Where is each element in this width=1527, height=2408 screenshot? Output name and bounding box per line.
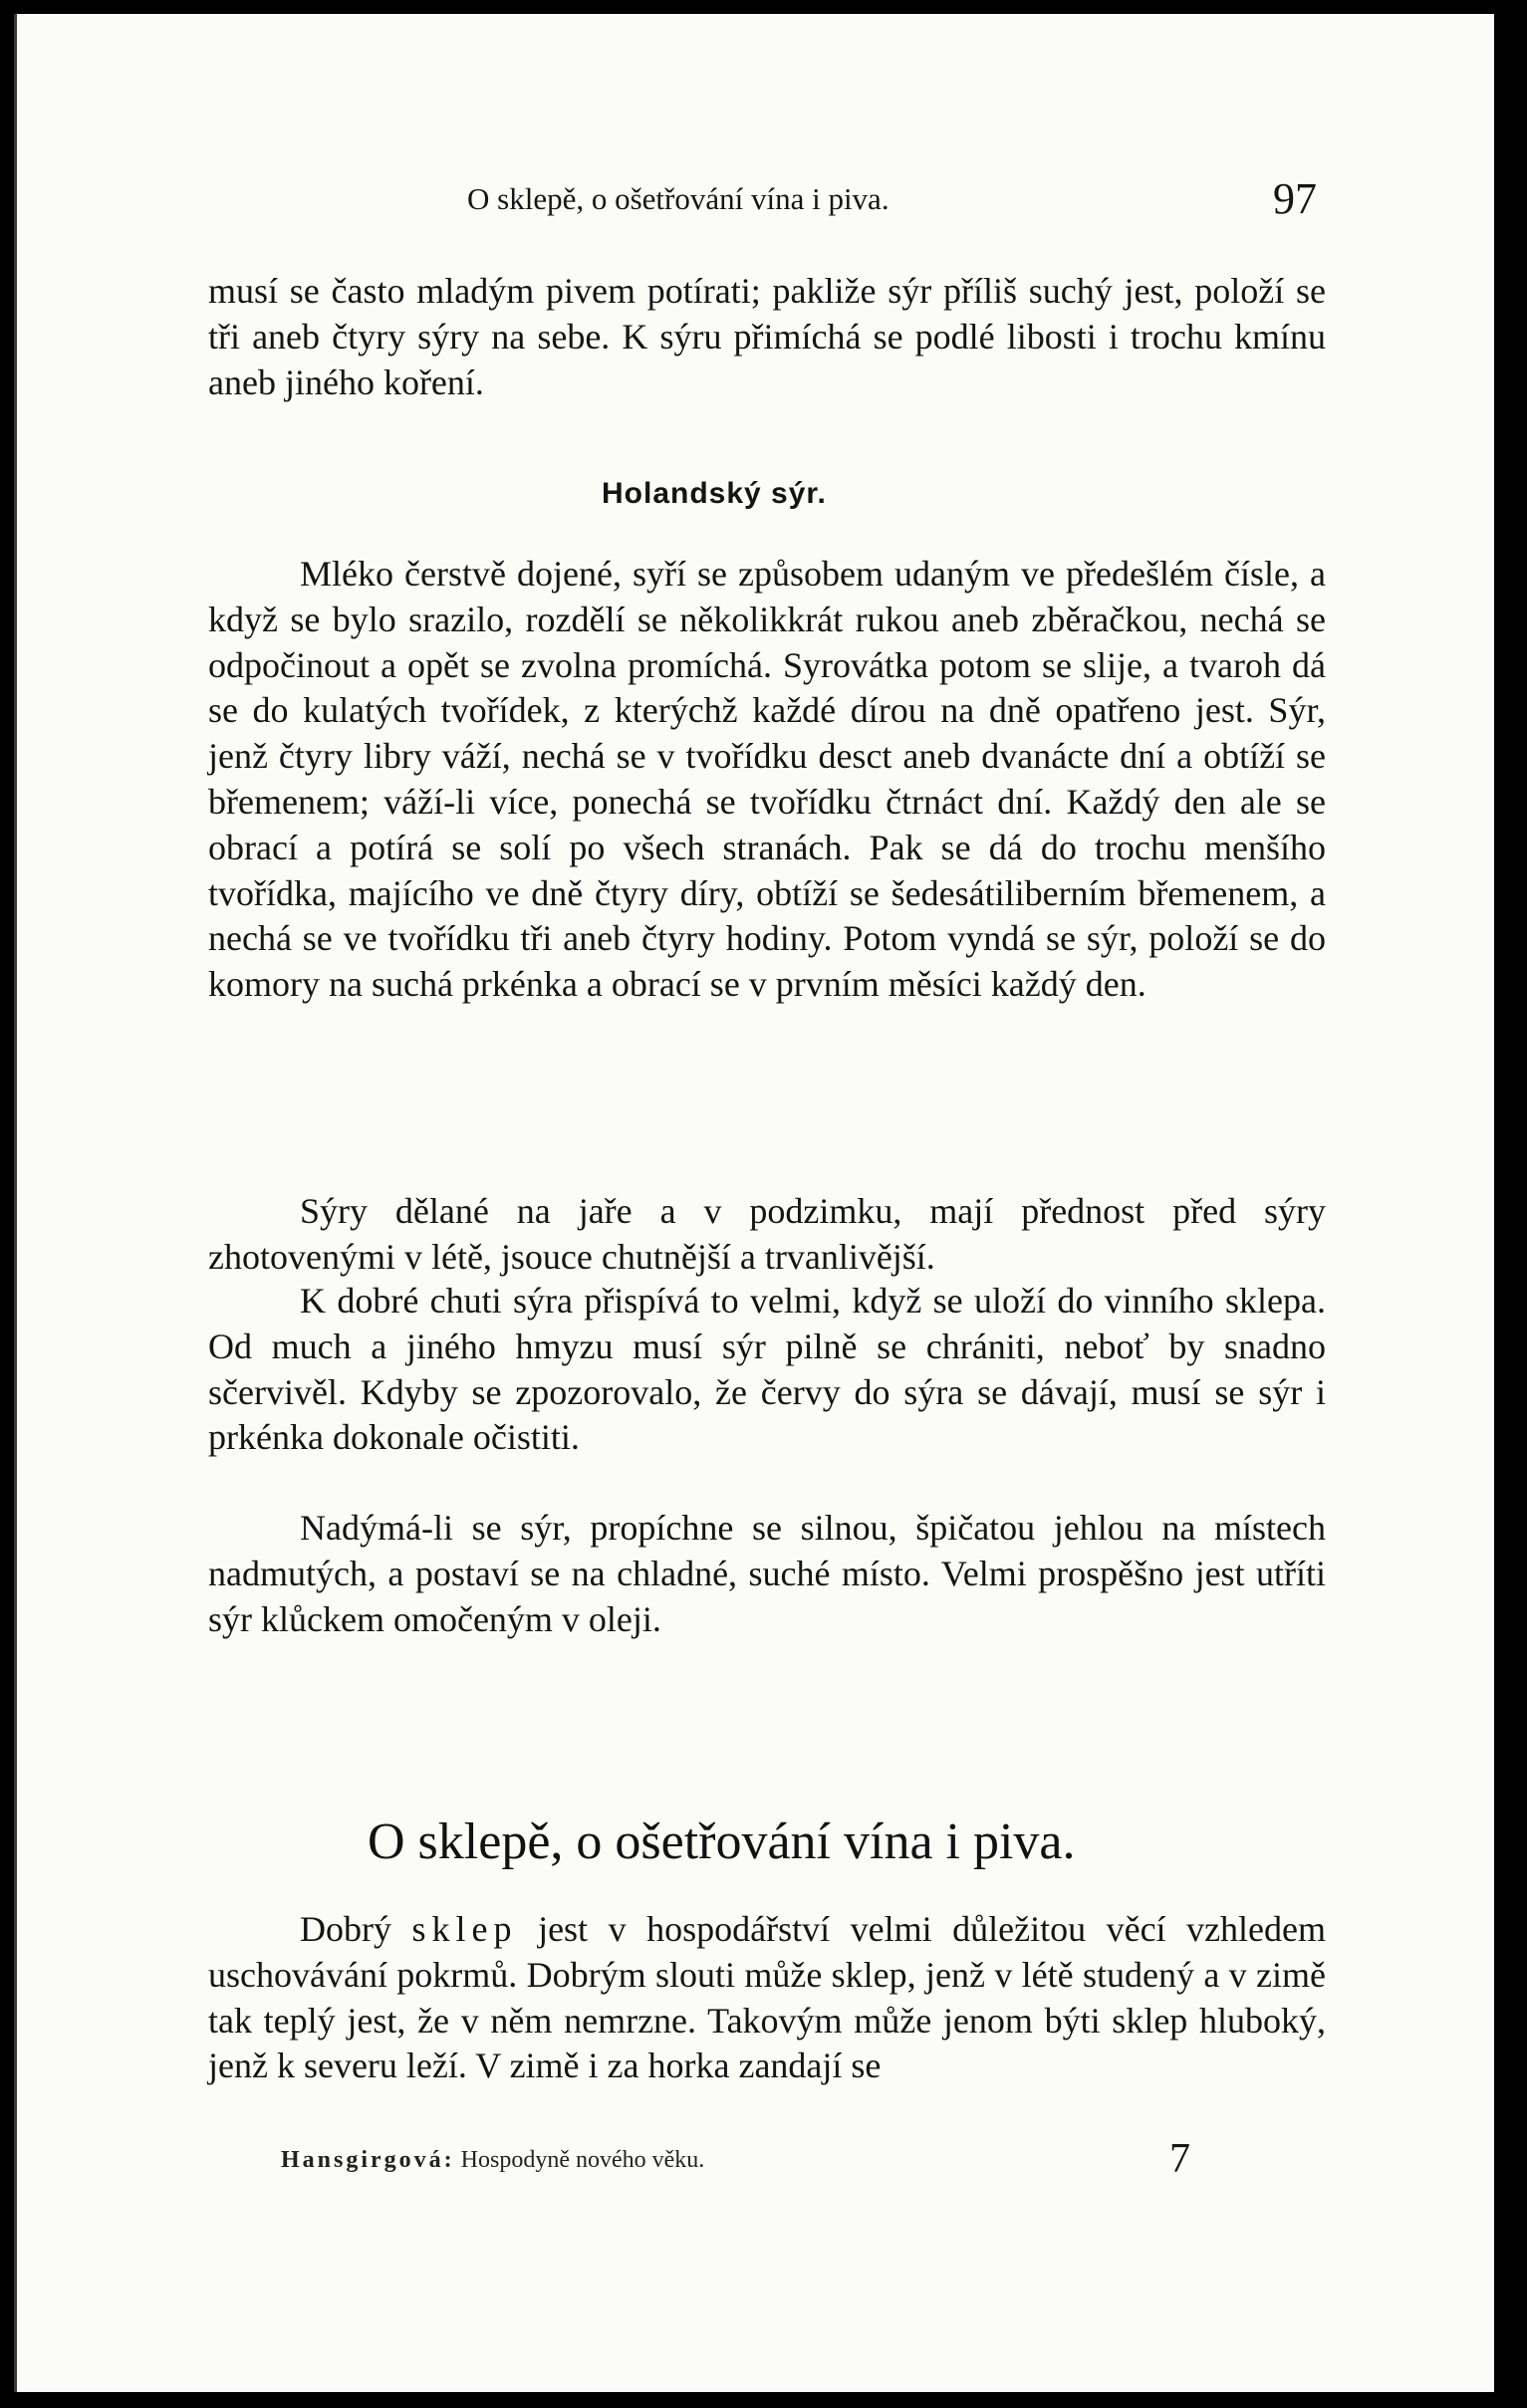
- footer-signature-mark: 7: [1169, 2136, 1190, 2182]
- paragraph-dobry-sklep-start: Dobrý: [300, 1909, 391, 1949]
- footer-book-info: [281, 2147, 704, 2174]
- page-number: 97: [1273, 174, 1317, 223]
- paragraph-holandsky-syr: Mléko čerstvě dojené, syří se způsobem udaným ve předešlém čísle, a když se bylo srazilo, rozdělí se několikkrát rukou aneb zběračkou, nechá se odpočinout a opět se zvolna promíchá. Syrovátka potom se slije, a tvaroh dá se do kulatých tvořídek, z kterýchž každé dírou na dně opatřeno jest. Sýr, jenž čtyry libry váží, nechá se v tvořídku desct aneb dvanácte dní a obtíží se břemenem; váží-li více, ponechá se tvořídku čtrnáct dní. Každý den ale se obrací a potírá se solí po všech stranách. Pak se dá do trochu menšího tvořídka, majícího ve dně čtyry díry, obtíží se šedesátiliberním břemenem, a nechá se ve tvořídku tři aneb čtyry hodiny. Potom vyndá se sýr, položí se do komory na suchá prkénka a obrací se v prvním měsíci každý den.: [208, 554, 1326, 1005]
- running-head: O sklepě, o ošetřování vína i piva.: [467, 181, 890, 216]
- emphasized-word-sklep: sklep: [411, 1909, 518, 1949]
- paragraph-dobra-chut: K dobré chuti sýra přispívá to velmi, když se uloží do vinního sklepa. Od much a jiného hmyzu musí sýr pilně se chrániti, neboť by snadno sčervivěl. Kdyby se zpozorovalo, že červy do sýra se dávají, musí se sýr i prkénka dokonale očistiti.: [208, 1281, 1326, 1458]
- paragraph-syry-na-jare: Sýry dělané na jaře a v podzimku, mají přednost před sýry zhotovenými v létě, jsouce chutnější a trvanlivější.: [208, 1191, 1326, 1277]
- footer-book-title: Hospodyně nového věku.: [460, 2147, 705, 2173]
- section-heading: O sklepě, o ošetřování vína i piva.: [368, 1813, 1076, 1870]
- book-page: [14, 14, 1494, 2392]
- footer-author: Hansgirgová:: [281, 2147, 455, 2173]
- paragraph-nadyma-li: Nadýmá-li se sýr, propíchne se silnou, špičatou jehlou na místech nadmutých, a postaví se na chladné, suché místo. Velmi prospěšno jest utříti sýr klůckem omočeným v oleji.: [208, 1508, 1326, 1639]
- subheading-holandsky-syr: Holandský sýr.: [602, 477, 827, 510]
- paragraph-continuation: musí se často mladým pivem potírati; pakliže sýr příliš suchý jest, položí se tři aneb čtyry sýry na sebe. K sýru přimíchá se podlé libosti i trochu kmínu aneb jiného koření.: [208, 271, 1326, 402]
- page-edge-shadow: [14, 14, 17, 2392]
- paragraph-dobry-sklep-rest: jest v hospodářství velmi důležitou věcí vzhledem uschovávání pokrmů. Dobrým slouti může sklep, jenž v létě studený a v zimě tak teplý jest, že v něm nemrzne. Takovým může jenom býti sklep hluboký, jenž k severu leží. V zimě i za horka zandají se: [208, 1909, 1327, 2086]
- paragraph-dobry-sklep: [208, 1907, 1326, 2089]
